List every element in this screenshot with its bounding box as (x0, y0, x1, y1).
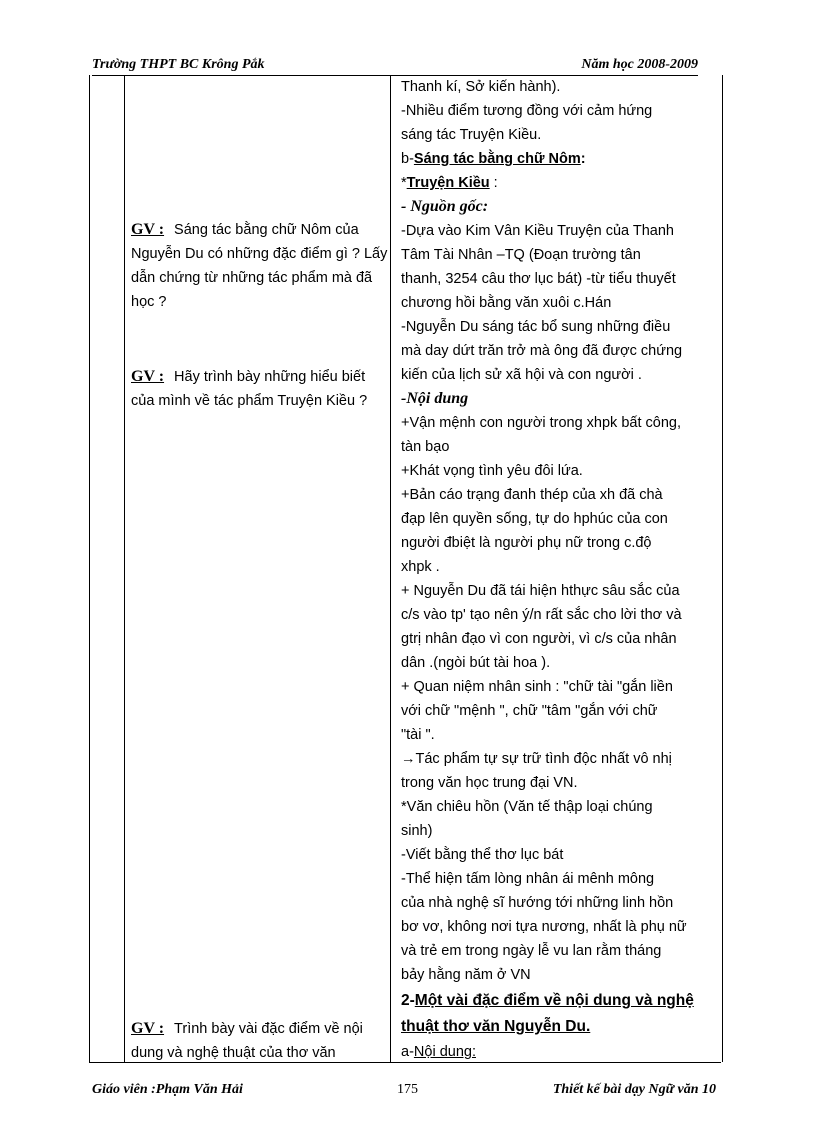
content-line: thanh, 3254 câu thơ lục bát) -từ tiểu thuyết (401, 271, 676, 287)
section-heading (401, 1040, 476, 1064)
page-number: 175 (397, 1082, 418, 1097)
heading-prefix: a- (401, 1044, 414, 1060)
content-line: bảy hằng năm ở VN (401, 967, 531, 983)
heading-suffix: : (489, 175, 498, 191)
school-year: Năm học 2008-2009 (581, 57, 698, 72)
question-text: Trình bày vài đặc điểm về nội dung và nghệ thuật của thơ văn (131, 1021, 363, 1061)
teacher-question (131, 1017, 389, 1065)
subheading-origin: - Nguồn gốc: (401, 198, 489, 215)
teacher-questions-column (125, 75, 390, 1062)
content-line: -Dựa vào Kim Vân Kiều Truyện của Thanh (401, 223, 675, 239)
footer-rule (89, 1062, 721, 1063)
section-heading (401, 989, 694, 1013)
heading-prefix: 2- (401, 992, 415, 1009)
content-line: gtrị nhân đạo vì con người, vì c/s của nhân (401, 631, 677, 647)
content-line: với chữ "mệnh ", chữ "tâm "gắn với chữ (401, 703, 658, 719)
content-line: *Văn chiêu hồn (Văn tế thập loại chúng (401, 799, 653, 815)
content-line: -Viết bằng thể thơ lục bát (401, 847, 564, 863)
content-line: -Thể hiện tấm lòng nhân ái mênh mông (401, 871, 655, 887)
content-line: Tâm Tài Nhân –TQ (Đoạn trường tân (401, 247, 641, 263)
content-line: của nhà nghệ sĩ hướng tới những linh hồn (401, 895, 674, 911)
heading-prefix: b- (401, 151, 414, 167)
heading-suffix: : (580, 151, 586, 167)
school-name: Trường THPT BC Krông Pắk (92, 57, 265, 72)
question-text: Hãy trình bày những hiểu biết của mình về tác phẩm Truyện Kiều ? (131, 369, 368, 409)
content-line: sinh) (401, 823, 433, 839)
content-line: + Quan niệm nhân sinh : "chữ tài "gắn liền (401, 679, 673, 695)
question-text: Sáng tác bằng chữ Nôm của Nguyễn Du có những đặc điểm gì ? Lấy dẫn chứng từ những tác phẩm mà đã học ? (131, 222, 388, 310)
content-line: mà day dứt trăn trở mà ông đã được chứng (401, 343, 683, 359)
heading-title: Nội dung: (413, 1044, 476, 1060)
content-text: Tác phẩm tự sự trữ tình độc nhất vô nhị (415, 751, 672, 767)
content-line: dân .(ngòi bút tài hoa ). (401, 655, 551, 671)
content-line: người đbiệt là người phụ nữ trong c.độ (401, 535, 652, 551)
gv-label: GV : (131, 221, 165, 238)
teacher-name: Giáo viên :Phạm Văn Hải (92, 1082, 243, 1097)
content-line: chương hồi bằng văn xuôi c.Hán (401, 295, 612, 311)
content-line: xhpk . (401, 559, 440, 575)
subject-title: Thiết kế bài dạy Ngữ văn 10 (552, 1082, 716, 1097)
gv-label: GV : (131, 368, 165, 385)
section-heading (401, 171, 498, 195)
page-header (92, 55, 698, 76)
content-line: c/s vào tp' tạo nên ý/n rất sắc cho lời thơ và (401, 607, 682, 623)
heading-title: Một vài đặc điểm về nội dung và nghệ (414, 992, 694, 1009)
content-line: tàn bạo (401, 439, 450, 455)
lesson-table (89, 75, 723, 1062)
heading-prefix: * (401, 175, 407, 191)
content-line: "tài ". (401, 727, 435, 743)
teacher-question (131, 365, 389, 413)
content-line: kiến của lịch sử xã hội và con người . (401, 367, 642, 383)
content-line (401, 747, 672, 771)
content-line: + Nguyễn Du đã tái hiện hthực sâu sắc của (401, 583, 680, 599)
content-line: trong văn học trung đại VN. (401, 775, 578, 791)
arrow-icon: → (401, 751, 416, 767)
content-line: bơ vơ, không nơi tựa nương, nhất là phụ nữ (401, 919, 687, 935)
subheading-content: -Nội dung (401, 390, 469, 407)
content-line: +Vận mệnh con người trong xhpk bất công, (401, 415, 681, 431)
heading-title: Truyện Kiều (406, 175, 490, 191)
content-line: +Bản cáo trạng đanh thép của xh đã chà (401, 487, 663, 503)
section-heading (401, 147, 586, 171)
teacher-question (131, 218, 389, 314)
content-line: -Nguyễn Du sáng tác bổ sung những điều (401, 319, 671, 335)
content-line: và trẻ em trong ngày lễ vu lan rằm tháng (401, 943, 662, 959)
gv-label: GV : (131, 1020, 165, 1037)
page-footer (92, 1082, 716, 1104)
heading-title: Sáng tác bằng chữ Nôm (413, 151, 581, 167)
content-line: đạp lên quyền sống, tự do hphúc của con (401, 511, 668, 527)
content-line: Thanh kí, Sở kiến hành). (401, 79, 561, 95)
lesson-content-column (391, 75, 719, 1062)
content-line: +Khát vọng tình yêu đôi lứa. (401, 463, 583, 479)
content-line: sáng tác Truyện Kiều. (401, 127, 542, 143)
section-heading-continued: thuật thơ văn Nguyễn Du. (401, 1018, 591, 1035)
content-line: -Nhiều điểm tương đồng với cảm hứng (401, 103, 653, 119)
narrow-column (90, 75, 124, 1062)
